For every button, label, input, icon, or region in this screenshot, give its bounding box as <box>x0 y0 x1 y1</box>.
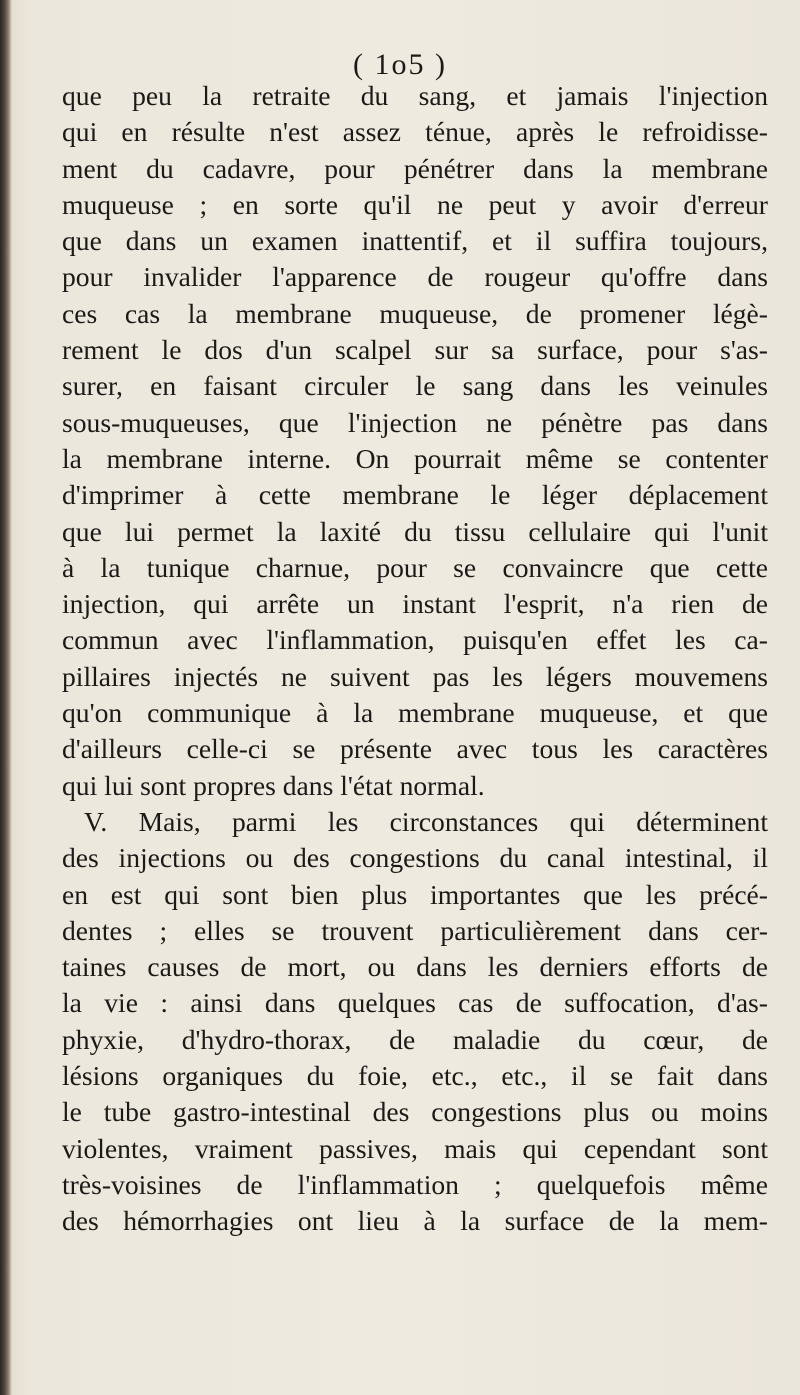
text-line: que dans un examen inattentif, et il suffira toujours, <box>62 225 768 257</box>
text-line: la vie : ainsi dans quelques cas de suffocation, d'as- <box>62 987 768 1019</box>
text-line: des hémorrhagies ont lieu à la surface de la mem- <box>62 1205 768 1237</box>
text-line: que lui permet la laxité du tissu cellulaire qui l'unit <box>62 515 768 547</box>
text-line: sous-muqueuses, que l'injection ne pénètre pas dans <box>62 406 768 438</box>
text-line: le tube gastro-intestinal des congestions plus ou moins <box>62 1096 768 1128</box>
text-line: rement le dos d'un scalpel sur sa surface, pour s'as- <box>62 334 768 366</box>
text-line: taines causes de mort, ou dans les derniers efforts de <box>62 951 768 983</box>
text-line: surer, en faisant circuler le sang dans les veinules <box>62 370 768 402</box>
text-line: commun avec l'inflammation, puisqu'en effet les ca- <box>62 624 768 656</box>
text-line: violentes, vraiment passives, mais qui cependant sont <box>62 1132 768 1164</box>
body-text <box>62 78 768 1240</box>
text-line: que peu la retraite du sang, et jamais l'injection <box>62 80 768 111</box>
page-number-header: ( 1o5 ) <box>353 48 447 81</box>
text-line: la membrane interne. On pourrait même se contenter <box>62 442 768 474</box>
text-line: ces cas la membrane muqueuse, de promener légè- <box>62 297 768 329</box>
text-line: en est qui sont bien plus importantes que les précé- <box>62 878 768 910</box>
text-line: qu'on communique à la membrane muqueuse, et que <box>62 697 768 729</box>
text-line: très-voisines de l'inflammation ; quelquefois même <box>62 1168 768 1200</box>
text-line: d'imprimer à cette membrane le léger déplacement <box>62 479 768 511</box>
text-line: dentes ; elles se trouvent particulièrement dans cer- <box>62 914 768 946</box>
text-line: pour invalider l'apparence de rougeur qu'offre dans <box>62 261 768 293</box>
text-line: à la tunique charnue, pour se convaincre que cette <box>62 551 768 583</box>
text-line: muqueuse ; en sorte qu'il ne peut y avoir d'erreur <box>62 188 768 220</box>
text-line: qui lui sont propres dans l'état normal. <box>62 769 485 801</box>
text-line: phyxie, d'hydro-thorax, de maladie du cœur, de <box>62 1023 768 1055</box>
text-line: ment du cadavre, pour pénétrer dans la membrane <box>62 152 768 184</box>
text-line: V. Mais, parmi les circonstances qui déterminent <box>84 805 768 837</box>
text-line: pillaires injectés ne suivent pas les légers mouvemens <box>62 660 768 692</box>
text-line: des injections ou des congestions du canal intestinal, il <box>62 842 768 874</box>
text-line: qui en résulte n'est assez ténue, après le refroidisse- <box>62 116 768 148</box>
text-line: d'ailleurs celle-ci se présente avec tous les caractères <box>62 733 768 765</box>
text-line: injection, qui arrête un instant l'esprit, n'a rien de <box>62 588 768 620</box>
text-line: lésions organiques du foie, etc., etc., il se fait dans <box>62 1060 768 1092</box>
page-binding-edge <box>0 0 12 1395</box>
